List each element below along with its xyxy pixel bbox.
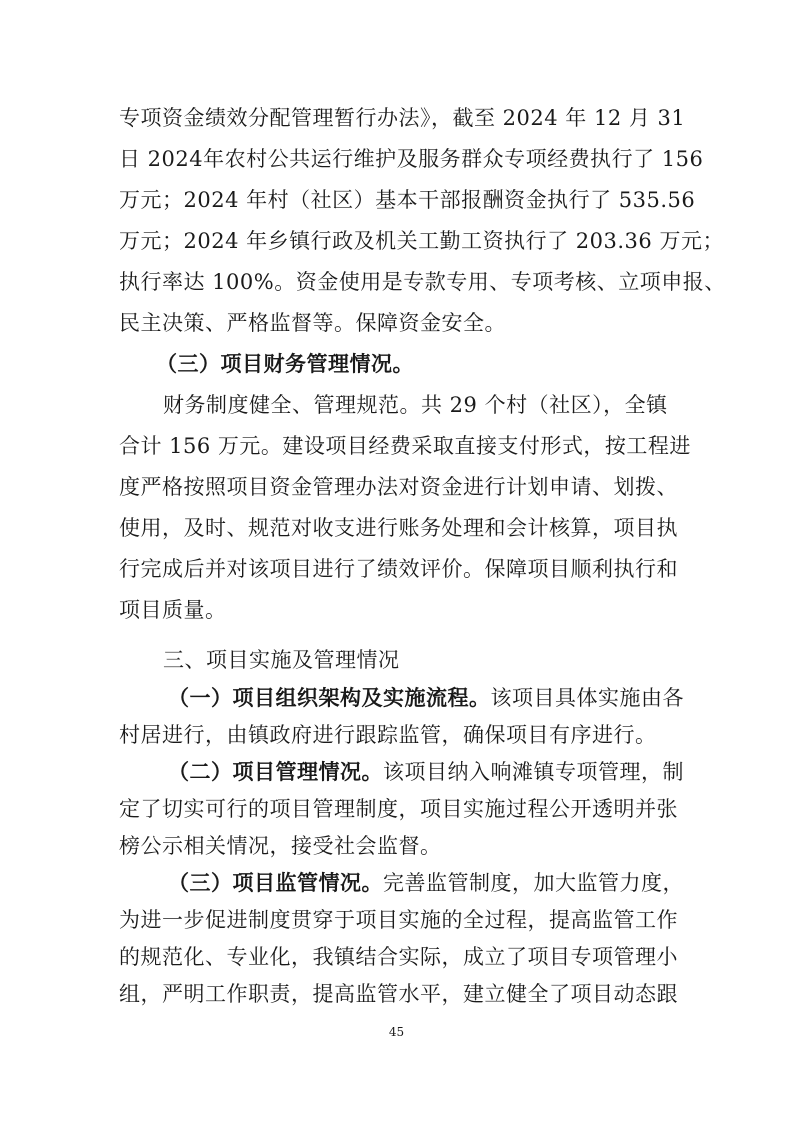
body-line: 民主决策、严格监督等。保障资金安全。 (119, 311, 506, 335)
body-line: 专项资金绩效分配管理暂行办法》，截至 2024 年 12 月 31 (119, 106, 686, 130)
body-line: 执行率达 100%。资金使用是专款专用、专项考核、立项申报、 (119, 270, 726, 294)
body-line: 项目质量。 (119, 598, 227, 622)
body-text: 该项目具体实施由各 (490, 686, 684, 710)
subheading-org: （一）项目组织架构及实施流程。 (168, 685, 491, 710)
page-number: 45 (388, 1025, 405, 1039)
body-line: 村居进行，由镇政府进行跟踪监管，确保项目有序进行。 (119, 723, 657, 747)
body-line: 万元；2024 年村（社区）基本干部报酬资金执行了 535.56 (119, 188, 696, 212)
paragraph-mgmt (168, 758, 684, 786)
body-line: 为进一步促进制度贯穿于项目实施的全过程，提高监管工作 (119, 908, 678, 932)
body-line: 定了切实可行的项目管理制度，项目实施过程公开透明并张 (119, 797, 678, 821)
body-line: 日 2024年农村公共运行维护及服务群众专项经费执行了 156 (119, 147, 704, 171)
subheading-finance: （三）项目财务管理情况。 (156, 351, 414, 376)
body-text: 该项目纳入响滩镇专项管理，制 (383, 760, 684, 784)
paragraph-org (168, 684, 684, 712)
body-line: 度严格按照项目资金管理办法对资金进行计划申请、划拨、 (119, 475, 678, 499)
subheading-mgmt: （二）项目管理情况。 (168, 759, 383, 784)
body-line: 组，严明工作职责，提高监管水平，建立健全了项目动态跟 (119, 982, 678, 1006)
body-line: 合计 156 万元。建设项目经费采取直接支付形式，按工程进 (119, 434, 691, 458)
paragraph-supervision (168, 869, 684, 897)
body-line: 财务制度健全、管理规范。共 29 个村（社区），全镇 (163, 393, 668, 417)
body-line: 榜公示相关情况，接受社会监督。 (119, 834, 442, 858)
body-text: 完善监管制度，加大监管力度， (383, 871, 684, 895)
subheading-supervision: （三）项目监管情况。 (168, 870, 383, 895)
body-line: 万元；2024 年乡镇行政及机关工勤工资执行了 203.36 万元； (119, 229, 724, 253)
body-line: 使用，及时、规范对收支进行账务处理和会计核算，项目执 (119, 516, 678, 540)
body-line: 的规范化、专业化，我镇结合实际，成立了项目专项管理小 (119, 945, 678, 969)
body-line: 行完成后并对该项目进行了绩效评价。保障项目顺利执行和 (119, 557, 678, 581)
section-heading: 三、项目实施及管理情况 (163, 648, 400, 672)
